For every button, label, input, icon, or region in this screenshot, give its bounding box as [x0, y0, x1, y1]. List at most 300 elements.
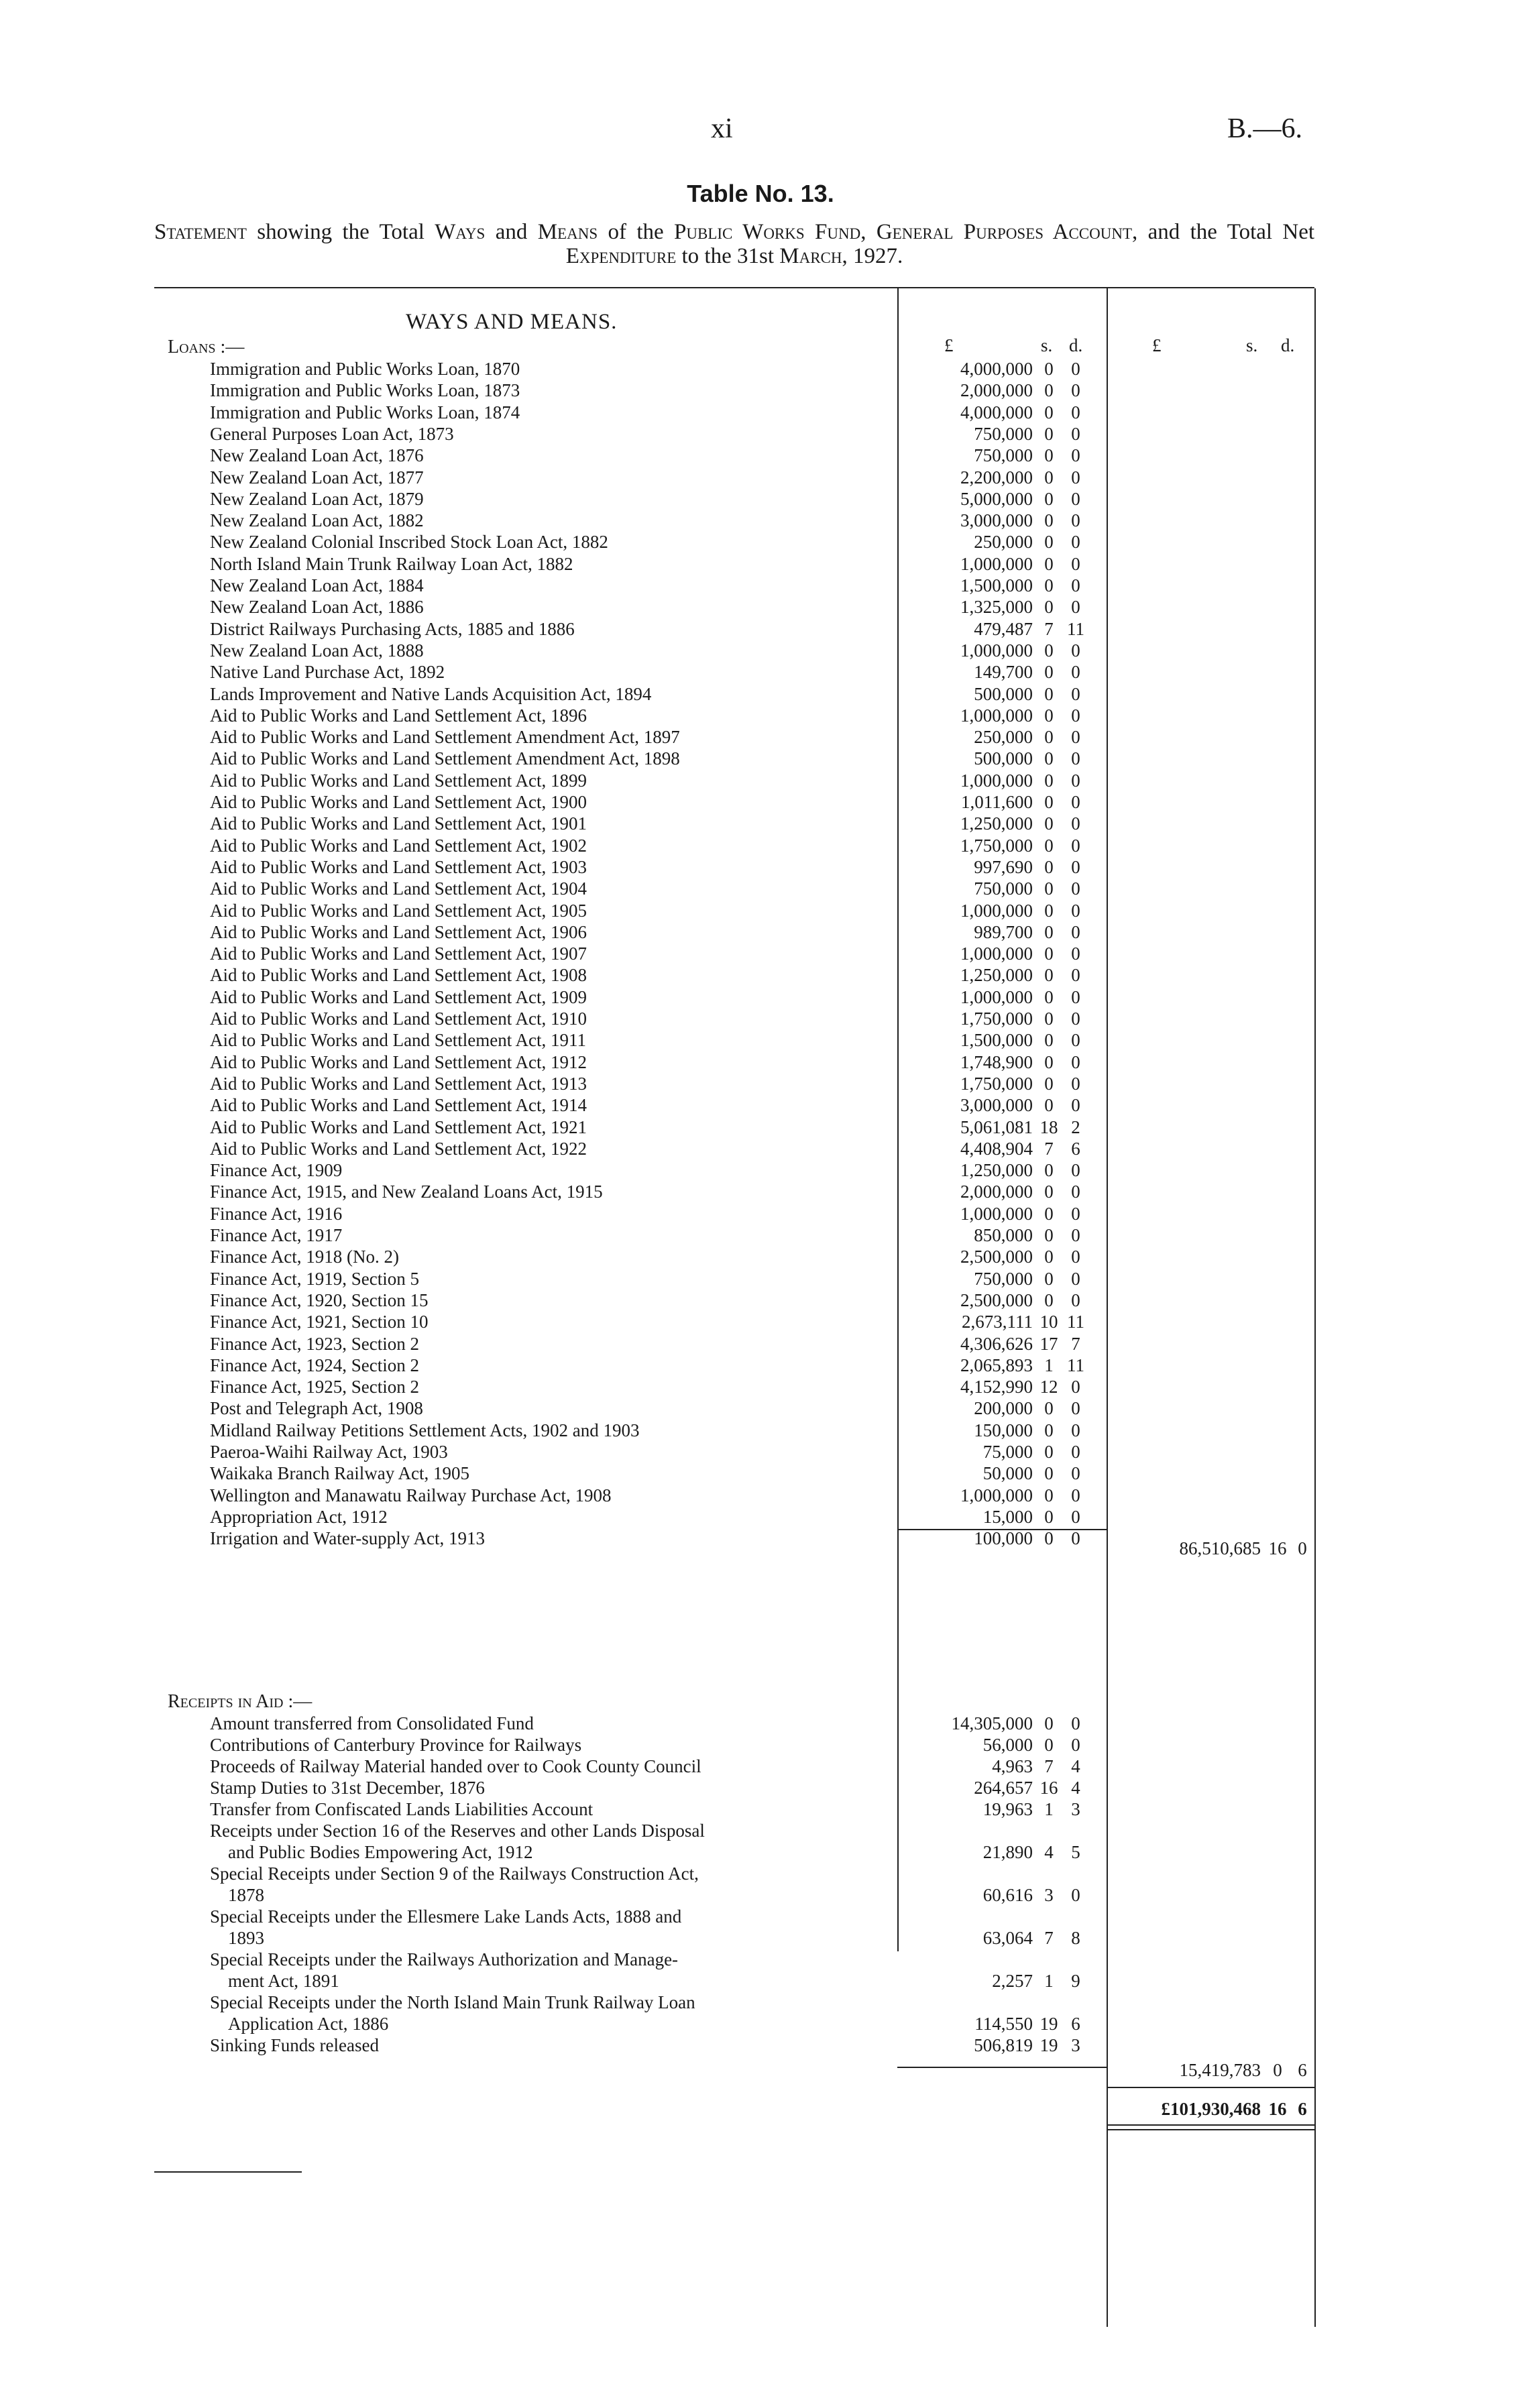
row-description: Irrigation and Water-supply Act, 1913 — [210, 1528, 485, 1549]
row-shillings: 1 — [1044, 1971, 1054, 1991]
row-pence: 0 — [1071, 488, 1080, 509]
row-pounds: 63,064 — [982, 1928, 1033, 1948]
row-description-continued: ment Act, 1891 — [228, 1971, 339, 1991]
statement-text-4: to the 31st — [681, 244, 775, 268]
row-pence: 0 — [1071, 1463, 1080, 1484]
row-description: Aid to Public Works and Land Settlement Act, 1899 — [210, 770, 587, 791]
table-row — [0, 445, 1521, 466]
row-shillings: 7 — [1044, 1928, 1054, 1948]
row-pence: 0 — [1071, 943, 1080, 964]
row-pence: 0 — [1071, 1009, 1080, 1029]
row-shillings: 0 — [1044, 1203, 1054, 1224]
table-row — [0, 488, 1521, 510]
row-description: Aid to Public Works and Land Settlement Act, 1903 — [210, 856, 587, 877]
row-shillings: 1 — [1044, 1799, 1054, 1819]
table-row — [0, 921, 1521, 943]
row-pence: 0 — [1071, 705, 1080, 726]
row-pence: 0 — [1071, 1442, 1080, 1462]
row-description: Aid to Public Works and Land Settlement Amendment Act, 1897 — [210, 727, 680, 748]
row-shillings: 0 — [1044, 1713, 1054, 1733]
table-row — [0, 1203, 1521, 1224]
row-pence: 3 — [1071, 2035, 1080, 2055]
grand-total-pounds: £101,930,468 — [1161, 2099, 1261, 2119]
row-shillings: 0 — [1044, 1268, 1054, 1289]
row-description: Aid to Public Works and Land Settlement Act, 1906 — [210, 921, 587, 942]
row-pounds: 989,700 — [974, 921, 1033, 942]
row-description: Native Land Purchase Act, 1892 — [210, 662, 445, 683]
row-pounds: 750,000 — [974, 445, 1033, 466]
row-pounds: 1,500,000 — [960, 1030, 1033, 1051]
table-row — [0, 596, 1521, 618]
row-shillings: 0 — [1044, 856, 1054, 877]
row-description: Aid to Public Works and Land Settlement Act, 1907 — [210, 943, 587, 964]
row-shillings: 18 — [1039, 1116, 1058, 1137]
row-pence: 5 — [1071, 1842, 1080, 1862]
table-row — [0, 1376, 1521, 1397]
statement-lead: Statement — [154, 220, 247, 244]
row-pounds: 100,000 — [974, 1528, 1033, 1549]
statement-caption — [154, 220, 1314, 268]
table-row — [0, 835, 1521, 856]
row-description: District Railways Purchasing Acts, 1885 and 1886 — [210, 618, 575, 639]
row-pence: 0 — [1071, 878, 1080, 899]
row-pence: 0 — [1071, 986, 1080, 1007]
table-row — [0, 2034, 1521, 2056]
table-row — [0, 1420, 1521, 1441]
receipts-total-pounds: 15,419,783 — [1179, 2060, 1261, 2080]
row-pounds: 1,500,000 — [960, 575, 1033, 595]
row-shillings: 0 — [1044, 921, 1054, 942]
row-shillings: 0 — [1044, 488, 1054, 509]
row-pounds: 1,000,000 — [960, 705, 1033, 726]
row-description: Finance Act, 1916 — [210, 1203, 343, 1224]
row-pence: 0 — [1071, 380, 1080, 401]
row-pence: 8 — [1071, 1928, 1080, 1948]
row-description-continued: 1893 — [228, 1928, 264, 1948]
row-shillings: 0 — [1044, 792, 1054, 812]
row-pence: 0 — [1071, 835, 1080, 856]
receipts-subtotal-rule — [897, 2067, 1107, 2068]
row-description: Receipts under Section 16 of the Reserves and other Lands Disposal — [210, 1821, 705, 1841]
row-pence: 0 — [1071, 575, 1080, 595]
row-pounds: 4,408,904 — [960, 1138, 1033, 1159]
table-row — [0, 1463, 1521, 1484]
row-pence: 0 — [1071, 965, 1080, 986]
row-description: Finance Act, 1921, Section 10 — [210, 1312, 429, 1332]
table-row — [0, 1116, 1521, 1138]
row-description: Finance Act, 1925, Section 2 — [210, 1377, 419, 1397]
row-pence: 0 — [1071, 1030, 1080, 1051]
row-pence: 0 — [1071, 1051, 1080, 1072]
report-reference: B.—6. — [1227, 113, 1303, 144]
table-row — [0, 770, 1521, 791]
row-description: Post and Telegraph Act, 1908 — [210, 1398, 423, 1419]
grand-total — [1113, 2098, 1314, 2120]
row-description: Immigration and Public Works Loan, 1873 — [210, 380, 520, 401]
table-row — [0, 510, 1521, 531]
table-row — [0, 1268, 1521, 1289]
statement-fund: Public Works Fund, General Purposes Account, — [674, 220, 1138, 244]
row-description: Midland Railway Petitions Settlement Acts, 1902 and 1903 — [210, 1420, 640, 1440]
grand-total-rule-bottom-1 — [1108, 2124, 1314, 2126]
table-row — [0, 943, 1521, 964]
grand-total-rule-bottom-2 — [1108, 2129, 1314, 2130]
row-pounds: 19,963 — [982, 1799, 1033, 1819]
row-shillings: 0 — [1044, 1528, 1054, 1549]
row-description: Aid to Public Works and Land Settlement Act, 1905 — [210, 900, 587, 921]
loans-label: Loans :— — [168, 337, 245, 357]
row-description-continued: 1878 — [228, 1885, 264, 1905]
row-shillings: 0 — [1044, 1485, 1054, 1505]
receipts-total — [1113, 2059, 1314, 2081]
table-row — [0, 467, 1521, 488]
row-description: Immigration and Public Works Loan, 1870 — [210, 359, 520, 379]
receipts-total-pence: 6 — [1298, 2060, 1307, 2080]
col-pound-1: £ — [944, 335, 954, 355]
table-row — [0, 1008, 1521, 1029]
table-row — [0, 423, 1521, 445]
row-shillings: 0 — [1044, 1051, 1054, 1072]
row-pounds: 479,487 — [974, 618, 1033, 639]
row-pounds: 21,890 — [982, 1842, 1033, 1862]
row-pence: 0 — [1071, 445, 1080, 466]
table-row — [0, 900, 1521, 921]
page-number: xi — [711, 113, 733, 144]
row-pence: 11 — [1067, 618, 1084, 639]
ways-and-means-heading: WAYS AND MEANS. — [406, 310, 618, 334]
receipts-label: Receipts in Aid :— — [168, 1691, 313, 1712]
row-pence: 0 — [1071, 1528, 1080, 1549]
row-pence: 3 — [1071, 1799, 1080, 1819]
row-shillings: 0 — [1044, 1735, 1054, 1755]
row-pence: 9 — [1071, 1971, 1080, 1991]
row-pence: 0 — [1071, 1377, 1080, 1397]
table-row — [0, 1289, 1521, 1311]
row-pounds: 997,690 — [974, 856, 1033, 877]
row-pence: 0 — [1071, 532, 1080, 553]
row-pence: 0 — [1071, 748, 1080, 769]
row-pence: 0 — [1071, 510, 1080, 531]
table-row — [0, 618, 1521, 640]
row-pounds: 1,000,000 — [960, 943, 1033, 964]
row-pence: 11 — [1067, 1312, 1084, 1332]
table-row — [0, 553, 1521, 575]
table-row — [0, 402, 1521, 423]
row-pounds: 2,500,000 — [960, 1247, 1033, 1267]
row-description: Aid to Public Works and Land Settlement Act, 1911 — [210, 1030, 587, 1051]
table-row — [0, 1820, 1521, 1862]
row-pence: 0 — [1071, 770, 1080, 791]
table-row — [0, 1246, 1521, 1267]
row-description: Sinking Funds released — [210, 2035, 379, 2055]
row-shillings: 0 — [1044, 683, 1054, 704]
row-shillings: 0 — [1044, 1095, 1054, 1116]
statement-and: and — [495, 220, 528, 244]
row-description: Special Receipts under the Ellesmere Lake Lands Acts, 1888 and — [210, 1906, 682, 1927]
table-row — [0, 1485, 1521, 1506]
row-pence: 0 — [1071, 1160, 1080, 1181]
table-row — [0, 1181, 1521, 1202]
row-pounds: 2,257 — [992, 1971, 1033, 1991]
row-pence: 0 — [1071, 1073, 1080, 1094]
row-shillings: 19 — [1039, 2035, 1058, 2055]
row-pence: 0 — [1071, 1268, 1080, 1289]
row-pence: 6 — [1071, 2014, 1080, 2034]
row-shillings: 0 — [1044, 878, 1054, 899]
table-title: Table No. 13. — [687, 180, 834, 207]
row-shillings: 0 — [1044, 1009, 1054, 1029]
col-d-2: d. — [1281, 335, 1295, 355]
row-description: New Zealand Colonial Inscribed Stock Loan Act, 1882 — [210, 532, 608, 553]
row-description: Aid to Public Works and Land Settlement Act, 1900 — [210, 792, 587, 812]
row-pounds: 264,657 — [974, 1778, 1033, 1798]
row-description: Stamp Duties to 31st December, 1876 — [210, 1778, 485, 1798]
row-description: Aid to Public Works and Land Settlement Amendment Act, 1898 — [210, 748, 680, 769]
col-pound-2: £ — [1152, 335, 1162, 355]
row-description: North Island Main Trunk Railway Loan Act, 1882 — [210, 553, 573, 574]
table-row — [0, 1355, 1521, 1376]
row-description: Aid to Public Works and Land Settlement Act, 1922 — [210, 1138, 587, 1159]
row-description: Finance Act, 1918 (No. 2) — [210, 1247, 399, 1267]
row-description: Amount transferred from Consolidated Fund — [210, 1713, 534, 1733]
row-pence: 0 — [1071, 792, 1080, 812]
row-description-continued: and Public Bodies Empowering Act, 1912 — [228, 1842, 533, 1862]
row-shillings: 16 — [1039, 1778, 1058, 1798]
row-pounds: 150,000 — [974, 1420, 1033, 1440]
row-pounds: 5,000,000 — [960, 488, 1033, 509]
row-pounds: 1,000,000 — [960, 770, 1033, 791]
table-row — [0, 380, 1521, 401]
row-pence: 2 — [1071, 1116, 1080, 1137]
row-description: Aid to Public Works and Land Settlement Act, 1901 — [210, 813, 587, 834]
row-pence: 0 — [1071, 900, 1080, 921]
row-description: Wellington and Manawatu Railway Purchase Act, 1908 — [210, 1485, 612, 1505]
row-pence: 0 — [1071, 640, 1080, 661]
table-row — [0, 575, 1521, 596]
row-pounds: 250,000 — [974, 727, 1033, 748]
row-pounds: 1,000,000 — [960, 900, 1033, 921]
row-shillings: 7 — [1044, 1756, 1054, 1776]
row-pounds: 1,250,000 — [960, 1160, 1033, 1181]
row-description: Transfer from Confiscated Lands Liabilities Account — [210, 1799, 594, 1819]
row-shillings: 0 — [1044, 943, 1054, 964]
row-pounds: 56,000 — [982, 1735, 1033, 1755]
table-row — [0, 1441, 1521, 1463]
row-pounds: 1,000,000 — [960, 640, 1033, 661]
row-description: Immigration and Public Works Loan, 1874 — [210, 402, 520, 422]
table-row — [0, 726, 1521, 748]
row-description-continued: Application Act, 1886 — [228, 2014, 389, 2034]
row-pounds: 149,700 — [974, 662, 1033, 683]
table-row — [0, 531, 1521, 553]
row-shillings: 0 — [1044, 813, 1054, 834]
row-shillings: 0 — [1044, 1160, 1054, 1181]
row-description: Finance Act, 1917 — [210, 1225, 343, 1245]
row-pounds: 1,748,900 — [960, 1051, 1033, 1072]
row-description: New Zealand Loan Act, 1888 — [210, 640, 424, 661]
row-pounds: 2,000,000 — [960, 1182, 1033, 1202]
table-row — [0, 1506, 1521, 1528]
table-row — [0, 986, 1521, 1008]
statement-means: Means — [537, 220, 598, 244]
row-pounds: 50,000 — [982, 1463, 1033, 1484]
row-shillings: 0 — [1044, 1030, 1054, 1051]
row-shillings: 0 — [1044, 380, 1054, 401]
row-description: Lands Improvement and Native Lands Acquisition Act, 1894 — [210, 683, 652, 704]
table-row — [0, 661, 1521, 683]
row-pence: 0 — [1071, 1203, 1080, 1224]
row-description: Aid to Public Works and Land Settlement Act, 1902 — [210, 835, 587, 856]
row-description: Aid to Public Works and Land Settlement Act, 1904 — [210, 878, 587, 899]
table-row — [0, 640, 1521, 661]
row-description: Aid to Public Works and Land Settlement Act, 1914 — [210, 1095, 587, 1116]
row-shillings: 3 — [1044, 1885, 1054, 1905]
statement-text-1: showing the Total — [257, 220, 425, 244]
row-shillings: 0 — [1044, 1442, 1054, 1462]
row-description: Aid to Public Works and Land Settlement Act, 1909 — [210, 986, 587, 1007]
row-shillings: 7 — [1044, 1138, 1054, 1159]
row-description: Special Receipts under the North Island Main Trunk Railway Loan — [210, 1992, 695, 2012]
row-pounds: 5,061,081 — [960, 1116, 1033, 1137]
row-description: Aid to Public Works and Land Settlement Act, 1921 — [210, 1116, 587, 1137]
row-shillings: 0 — [1044, 575, 1054, 595]
col-d-1: d. — [1069, 335, 1083, 355]
row-description: Finance Act, 1919, Section 5 — [210, 1268, 419, 1289]
row-pence: 0 — [1071, 1735, 1080, 1755]
row-pence: 0 — [1071, 813, 1080, 834]
row-pounds: 1,750,000 — [960, 1073, 1033, 1094]
row-shillings: 10 — [1039, 1312, 1058, 1332]
row-description: Aid to Public Works and Land Settlement Act, 1910 — [210, 1009, 587, 1029]
row-description: Aid to Public Works and Land Settlement Act, 1908 — [210, 965, 587, 986]
row-pence: 0 — [1071, 553, 1080, 574]
table-row — [0, 813, 1521, 834]
row-pounds: 2,673,111 — [962, 1312, 1033, 1332]
row-shillings: 12 — [1039, 1377, 1058, 1397]
row-pence: 0 — [1071, 1225, 1080, 1245]
col-s-1: s. — [1041, 335, 1053, 355]
row-pence: 0 — [1071, 467, 1080, 488]
table-row — [0, 1798, 1521, 1820]
grand-total-pence: 6 — [1298, 2099, 1307, 2119]
col-s-2: s. — [1246, 335, 1258, 355]
row-shillings: 0 — [1044, 1247, 1054, 1267]
row-shillings: 0 — [1044, 1420, 1054, 1440]
row-pounds: 500,000 — [974, 683, 1033, 704]
row-description: New Zealand Loan Act, 1876 — [210, 445, 424, 466]
row-shillings: 0 — [1044, 986, 1054, 1007]
row-shillings: 0 — [1044, 467, 1054, 488]
table-row — [0, 1138, 1521, 1159]
row-pence: 6 — [1071, 1138, 1080, 1159]
row-shillings: 0 — [1044, 1225, 1054, 1245]
table-row — [0, 1777, 1521, 1798]
row-pounds: 750,000 — [974, 878, 1033, 899]
row-pounds: 1,750,000 — [960, 835, 1033, 856]
row-pounds: 200,000 — [974, 1398, 1033, 1419]
table-row — [0, 878, 1521, 899]
row-description: General Purposes Loan Act, 1873 — [210, 423, 454, 444]
row-description: Special Receipts under the Railways Authorization and Manage- — [210, 1949, 679, 1969]
statement-march: March — [779, 244, 842, 268]
row-pence: 7 — [1071, 1333, 1080, 1354]
row-pounds: 4,152,990 — [960, 1377, 1033, 1397]
row-pence: 0 — [1071, 1713, 1080, 1733]
row-shillings: 0 — [1044, 965, 1054, 986]
table-row — [0, 358, 1521, 380]
row-description: Finance Act, 1920, Section 15 — [210, 1289, 429, 1310]
row-pence: 0 — [1071, 597, 1080, 618]
row-description: Appropriation Act, 1912 — [210, 1506, 388, 1527]
table-row — [0, 1029, 1521, 1051]
row-shillings: 4 — [1044, 1842, 1054, 1862]
row-pence: 0 — [1071, 1182, 1080, 1202]
row-pounds: 1,011,600 — [961, 792, 1033, 812]
row-shillings: 0 — [1044, 1463, 1054, 1484]
table-row — [0, 1224, 1521, 1246]
row-description: Finance Act, 1923, Section 2 — [210, 1333, 419, 1354]
row-pence: 0 — [1071, 1885, 1080, 1905]
row-pounds: 506,819 — [974, 2035, 1033, 2055]
row-shillings: 0 — [1044, 662, 1054, 683]
row-shillings: 0 — [1044, 727, 1054, 748]
row-description: New Zealand Loan Act, 1884 — [210, 575, 424, 595]
table-row — [0, 1713, 1521, 1734]
table-row — [0, 1906, 1521, 1948]
row-description: Finance Act, 1915, and New Zealand Loans Act, 1915 — [210, 1182, 603, 1202]
row-pounds: 1,000,000 — [960, 1485, 1033, 1505]
row-shillings: 1 — [1044, 1355, 1054, 1375]
row-shillings: 0 — [1044, 1398, 1054, 1419]
table-row — [0, 1734, 1521, 1756]
table-bottom-rule — [154, 2171, 302, 2173]
row-pounds: 2,200,000 — [960, 467, 1033, 488]
row-description: Finance Act, 1924, Section 2 — [210, 1355, 419, 1375]
row-pounds: 4,000,000 — [960, 402, 1033, 422]
row-pounds: 1,325,000 — [960, 597, 1033, 618]
row-description: Proceeds of Railway Material handed over to Cook County Council — [210, 1756, 701, 1776]
row-pounds: 4,306,626 — [960, 1333, 1033, 1354]
row-pence: 0 — [1071, 921, 1080, 942]
row-shillings: 0 — [1044, 748, 1054, 769]
row-description: Aid to Public Works and Land Settlement Act, 1913 — [210, 1073, 587, 1094]
row-shillings: 0 — [1044, 1182, 1054, 1202]
row-pence: 0 — [1071, 1095, 1080, 1116]
row-description: Finance Act, 1909 — [210, 1160, 343, 1181]
row-shillings: 0 — [1044, 510, 1054, 531]
row-description: New Zealand Loan Act, 1879 — [210, 488, 424, 509]
row-pounds: 3,000,000 — [960, 510, 1033, 531]
row-shillings: 0 — [1044, 597, 1054, 618]
table-top-rule — [154, 287, 1314, 288]
row-pence: 4 — [1071, 1756, 1080, 1776]
row-pounds: 2,500,000 — [960, 1289, 1033, 1310]
row-shillings: 0 — [1044, 705, 1054, 726]
row-pounds: 2,000,000 — [960, 380, 1033, 401]
loans-total — [1113, 1537, 1314, 1560]
row-pounds: 4,000,000 — [960, 359, 1033, 379]
row-shillings: 0 — [1044, 640, 1054, 661]
row-pounds: 1,250,000 — [960, 813, 1033, 834]
table-row — [0, 1397, 1521, 1419]
table-row — [0, 748, 1521, 769]
statement-text-2: of the — [608, 220, 664, 244]
row-pence: 0 — [1071, 1485, 1080, 1505]
loans-subtotal-rule — [897, 1529, 1107, 1530]
row-shillings: 19 — [1039, 2014, 1058, 2034]
table-row — [0, 1863, 1521, 1905]
row-shillings: 0 — [1044, 402, 1054, 422]
